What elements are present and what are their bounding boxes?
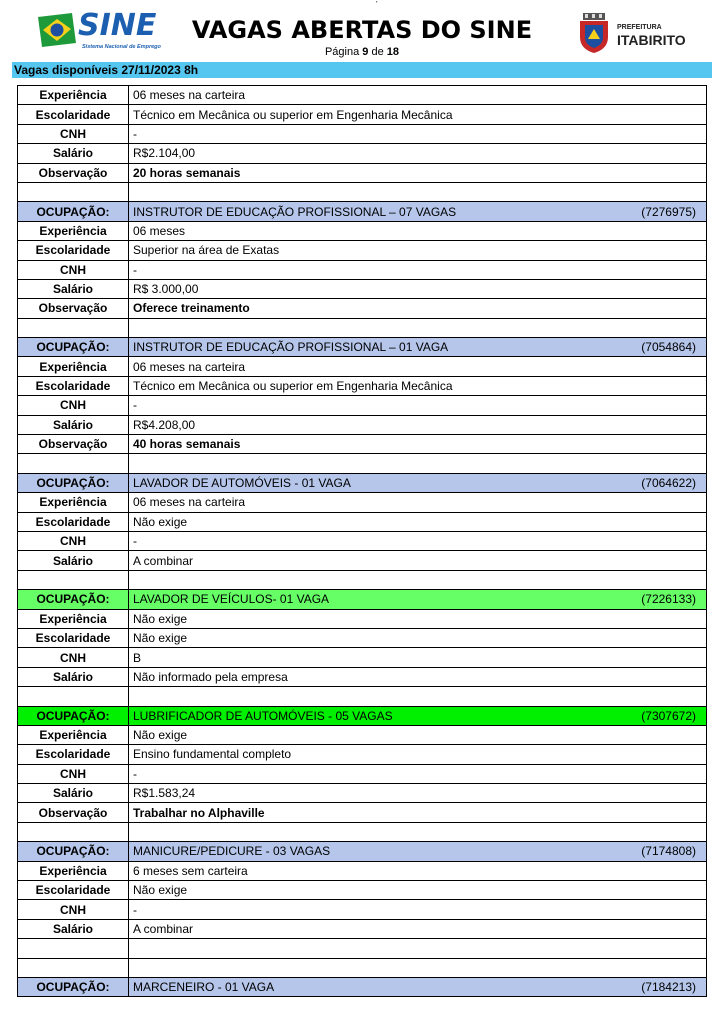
ocupacao-label: OCUPAÇÃO: (18, 338, 129, 357)
cnh-label: CNH (18, 531, 129, 550)
table-row (18, 241, 707, 260)
experiencia-label: Experiência (18, 493, 129, 512)
cnh-label: CNH (18, 764, 129, 783)
spacer-row (18, 939, 707, 958)
spacer-row (18, 687, 707, 706)
tick-mark: ˊ (375, 0, 378, 10)
table-row (18, 299, 707, 318)
table-row (18, 357, 707, 376)
page-total: 18 (386, 46, 400, 58)
salario-value: A combinar (129, 551, 707, 570)
sine-logo-text: SINE (78, 8, 157, 43)
page-current: 9 (362, 46, 369, 58)
escolaridade-value: Superior na área de Exatas (129, 241, 707, 260)
table-row (18, 725, 707, 744)
table-row (18, 667, 707, 686)
table-row (18, 648, 707, 667)
table-row (18, 376, 707, 395)
table-row (18, 163, 707, 182)
page-sep: de (371, 46, 384, 58)
table-row (18, 260, 707, 279)
experiencia-label: Experiência (18, 221, 129, 240)
ocupacao-label: OCUPAÇÃO: (18, 706, 129, 725)
spacer-row (18, 182, 707, 201)
prefeitura-label: PREFEITURA (617, 24, 662, 31)
experiencia-value: 6 meses sem carteira (129, 861, 707, 880)
escolaridade-value: Técnico em Mecânica ou superior em Engenharia Mecânica (129, 376, 707, 395)
occupation-title: LAVADOR DE VEÍCULOS- 01 VAGA (133, 592, 330, 607)
escolaridade-value: Técnico em Mecânica ou superior em Engenharia Mecânica (129, 105, 707, 124)
observacao-label: Observação (18, 163, 129, 182)
table-row (18, 900, 707, 919)
table-row (18, 105, 707, 124)
ocupacao-label: OCUPAÇÃO: (18, 202, 129, 221)
escolaridade-label: Escolaridade (18, 881, 129, 900)
experiencia-label: Experiência (18, 86, 129, 105)
occupation-row (18, 590, 707, 609)
salario-value: R$4.208,00 (129, 415, 707, 434)
salario-label: Salário (18, 784, 129, 803)
escolaridade-label: Escolaridade (18, 376, 129, 395)
escolaridade-label: Escolaridade (18, 628, 129, 647)
experiencia-label: Experiência (18, 609, 129, 628)
salario-label: Salário (18, 415, 129, 434)
escolaridade-value: Não exige (129, 881, 707, 900)
cnh-value: - (129, 531, 707, 550)
cnh-label: CNH (18, 648, 129, 667)
observacao-label: Observação (18, 299, 129, 318)
escolaridade-value: Não exige (129, 512, 707, 531)
occupation-cell (129, 590, 707, 609)
job-code: (7307672) (641, 708, 696, 723)
table-row (18, 124, 707, 143)
cnh-value: - (129, 764, 707, 783)
table-row (18, 881, 707, 900)
occupation-cell (129, 473, 707, 492)
salario-value: Não informado pela empresa (129, 667, 707, 686)
salario-label: Salário (18, 919, 129, 938)
prefeitura-logo (577, 13, 687, 53)
occupation-row (18, 706, 707, 725)
table-row (18, 396, 707, 415)
occupation-cell (129, 338, 707, 357)
salario-value: R$2.104,00 (129, 144, 707, 163)
cnh-label: CNH (18, 900, 129, 919)
experiencia-value: 06 meses na carteira (129, 86, 707, 105)
occupation-title: INSTRUTOR DE EDUCAÇÃO PROFISSIONAL – 01 VAGA (133, 340, 449, 355)
cnh-value: B (129, 648, 707, 667)
cnh-value: - (129, 396, 707, 415)
experiencia-label: Experiência (18, 725, 129, 744)
escolaridade-value: Ensino fundamental completo (129, 745, 707, 764)
occupation-cell (129, 202, 707, 221)
occupation-row (18, 473, 707, 492)
experiencia-value: 06 meses na carteira (129, 357, 707, 376)
occupation-title: MANICURE/PEDICURE - 03 VAGAS (133, 844, 331, 859)
cnh-label: CNH (18, 260, 129, 279)
table-row (18, 861, 707, 880)
page-title: VAGAS ABERTAS DO SINE (191, 16, 533, 44)
table-row (18, 415, 707, 434)
escolaridade-label: Escolaridade (18, 512, 129, 531)
cnh-label: CNH (18, 396, 129, 415)
spacer-row (18, 318, 707, 337)
table-row (18, 784, 707, 803)
table-row (18, 551, 707, 570)
occupation-cell (129, 842, 707, 861)
experiencia-label: Experiência (18, 861, 129, 880)
ocupacao-label: OCUPAÇÃO: (18, 977, 129, 996)
experiencia-value: Não exige (129, 725, 707, 744)
escolaridade-label: Escolaridade (18, 241, 129, 260)
occupation-title: INSTRUTOR DE EDUCAÇÃO PROFISSIONAL – 07 VAGAS (133, 204, 457, 219)
occupation-cell (129, 706, 707, 725)
occupation-row (18, 977, 707, 996)
spacer-row (18, 958, 707, 977)
page-header (0, 0, 724, 62)
table-row (18, 86, 707, 105)
job-code: (7276975) (641, 204, 696, 219)
spacer-row (18, 822, 707, 841)
table-row (18, 493, 707, 512)
occupation-cell (129, 977, 707, 996)
date-bar: Vagas disponíveis 27/11/2023 8h (12, 62, 712, 78)
experiencia-value: 06 meses (129, 221, 707, 240)
salario-value: A combinar (129, 919, 707, 938)
salario-value: R$ 3.000,00 (129, 279, 707, 298)
table-row (18, 435, 707, 454)
observacao-value: 20 horas semanais (129, 163, 707, 182)
cnh-value: - (129, 260, 707, 279)
observacao-label: Observação (18, 803, 129, 822)
occupation-row (18, 202, 707, 221)
cnh-value: - (129, 124, 707, 143)
ocupacao-label: OCUPAÇÃO: (18, 590, 129, 609)
table-row (18, 919, 707, 938)
occupation-title: MARCENEIRO - 01 VAGA (133, 980, 275, 995)
table-row (18, 609, 707, 628)
escolaridade-label: Escolaridade (18, 105, 129, 124)
table-row (18, 628, 707, 647)
occupation-title: LAVADOR DE AUTOMÓVEIS - 01 VAGA (133, 476, 351, 490)
salario-label: Salário (18, 144, 129, 163)
job-code: (7064622) (641, 476, 696, 490)
table-row (18, 512, 707, 531)
cnh-value: - (129, 900, 707, 919)
experiencia-value: 06 meses na carteira (129, 493, 707, 512)
observacao-label: Observação (18, 435, 129, 454)
salario-label: Salário (18, 551, 129, 570)
salario-value: R$1.583,24 (129, 784, 707, 803)
job-code: (7184213) (641, 980, 696, 995)
job-code: (7174808) (641, 844, 696, 859)
observacao-value: 40 horas semanais (129, 435, 707, 454)
experiencia-value: Não exige (129, 609, 707, 628)
table-row (18, 745, 707, 764)
salario-label: Salário (18, 667, 129, 686)
table-row (18, 764, 707, 783)
table-row (18, 279, 707, 298)
job-code: (7226133) (641, 592, 696, 607)
spacer-row (18, 570, 707, 589)
occupation-row (18, 842, 707, 861)
escolaridade-label: Escolaridade (18, 745, 129, 764)
sine-logo-subtitle: Sistema Nacional de Emprego (82, 44, 161, 50)
observacao-value: Trabalhar no Alphaville (129, 803, 707, 822)
occupation-title: LUBRIFICADOR DE AUTOMÓVEIS - 05 VAGAS (133, 708, 393, 723)
occupation-row (18, 338, 707, 357)
table-row (18, 803, 707, 822)
job-code: (7054864) (641, 340, 696, 355)
spacer-row (18, 454, 707, 473)
observacao-value: Oferece treinamento (129, 299, 707, 318)
table-row (18, 531, 707, 550)
table-row (18, 221, 707, 240)
page-prefix: Página (324, 46, 360, 58)
salario-label: Salário (18, 279, 129, 298)
experiencia-label: Experiência (18, 357, 129, 376)
city-crest-icon (577, 13, 611, 53)
cnh-label: CNH (18, 124, 129, 143)
table-row (18, 144, 707, 163)
prefeitura-city: ITABIRITO (617, 32, 686, 48)
escolaridade-value: Não exige (129, 628, 707, 647)
ocupacao-label: OCUPAÇÃO: (18, 842, 129, 861)
jobs-table (17, 85, 707, 997)
ocupacao-label: OCUPAÇÃO: (18, 473, 129, 492)
